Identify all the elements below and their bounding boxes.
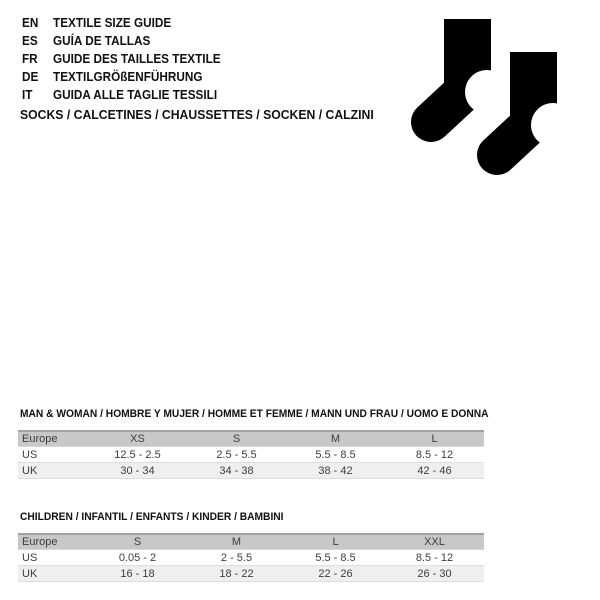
table-title: CHILDREN / INFANTIL / ENFANTS / KINDER / BAMBINI — [20, 511, 284, 523]
language-label: TEXTILE SIZE GUIDE — [53, 16, 172, 30]
language-code: IT — [22, 88, 33, 102]
row-label: UK — [18, 463, 88, 479]
category-heading: SOCKS / CALCETINES / CHAUSSETTES / SOCKEN / CALZINI — [20, 107, 374, 122]
size-cell: 12.5 - 2.5 — [88, 447, 187, 463]
size-cell: 42 - 46 — [385, 463, 484, 479]
size-cell: 0.05 - 2 — [88, 550, 187, 566]
table-title: MAN & WOMAN / HOMBRE Y MUJER / HOMME ET FEMME / MANN UND FRAU / UOMO E DONNA — [20, 408, 489, 420]
language-row — [22, 14, 221, 32]
table-row — [18, 550, 484, 566]
size-cell: 5.5 - 8.5 — [286, 550, 385, 566]
size-table-section-man-woman — [18, 407, 489, 479]
size-cell: 26 - 30 — [385, 566, 484, 582]
language-code: EN — [22, 16, 39, 30]
language-row — [22, 86, 221, 104]
column-header: M — [187, 534, 286, 550]
language-code: FR — [22, 52, 38, 66]
column-header: XS — [88, 431, 187, 447]
size-cell: 8.5 - 12 — [385, 447, 484, 463]
language-label: TEXTILGRÖßENFÜHRUNG — [53, 70, 203, 84]
table-row — [18, 566, 484, 582]
table-header-row — [18, 431, 484, 447]
language-list — [22, 14, 221, 104]
size-cell: 34 - 38 — [187, 463, 286, 479]
socks-icon — [410, 18, 570, 183]
size-table-children — [18, 533, 484, 582]
language-row — [22, 68, 221, 86]
size-cell: 2 - 5.5 — [187, 550, 286, 566]
size-cell: 8.5 - 12 — [385, 550, 484, 566]
column-header: M — [286, 431, 385, 447]
row-label: UK — [18, 566, 88, 582]
column-header: L — [286, 534, 385, 550]
size-cell: 5.5 - 8.5 — [286, 447, 385, 463]
column-header: Europe — [18, 431, 88, 447]
size-cell: 22 - 26 — [286, 566, 385, 582]
size-table-section-children — [18, 510, 484, 582]
column-header: XXL — [385, 534, 484, 550]
language-code: ES — [22, 34, 38, 48]
size-cell: 18 - 22 — [187, 566, 286, 582]
sock-back — [431, 19, 509, 122]
table-header-row — [18, 534, 484, 550]
language-code: DE — [22, 70, 39, 84]
column-header: S — [187, 431, 286, 447]
column-header: Europe — [18, 534, 88, 550]
size-table-man-woman — [18, 430, 484, 479]
language-row — [22, 32, 221, 50]
table-row — [18, 463, 484, 479]
row-label: US — [18, 550, 88, 566]
size-cell: 38 - 42 — [286, 463, 385, 479]
size-cell: 16 - 18 — [88, 566, 187, 582]
column-header: L — [385, 431, 484, 447]
language-label: GUÍA DE TALLAS — [53, 34, 151, 48]
size-cell: 2.5 - 5.5 — [187, 447, 286, 463]
table-row — [18, 447, 484, 463]
column-header: S — [88, 534, 187, 550]
language-label: GUIDA ALLE TAGLIE TESSILI — [53, 88, 218, 102]
row-label: US — [18, 447, 88, 463]
size-cell: 30 - 34 — [88, 463, 187, 479]
language-label: GUIDE DES TAILLES TEXTILE — [53, 52, 221, 66]
language-row — [22, 50, 221, 68]
sock-front — [497, 52, 570, 155]
